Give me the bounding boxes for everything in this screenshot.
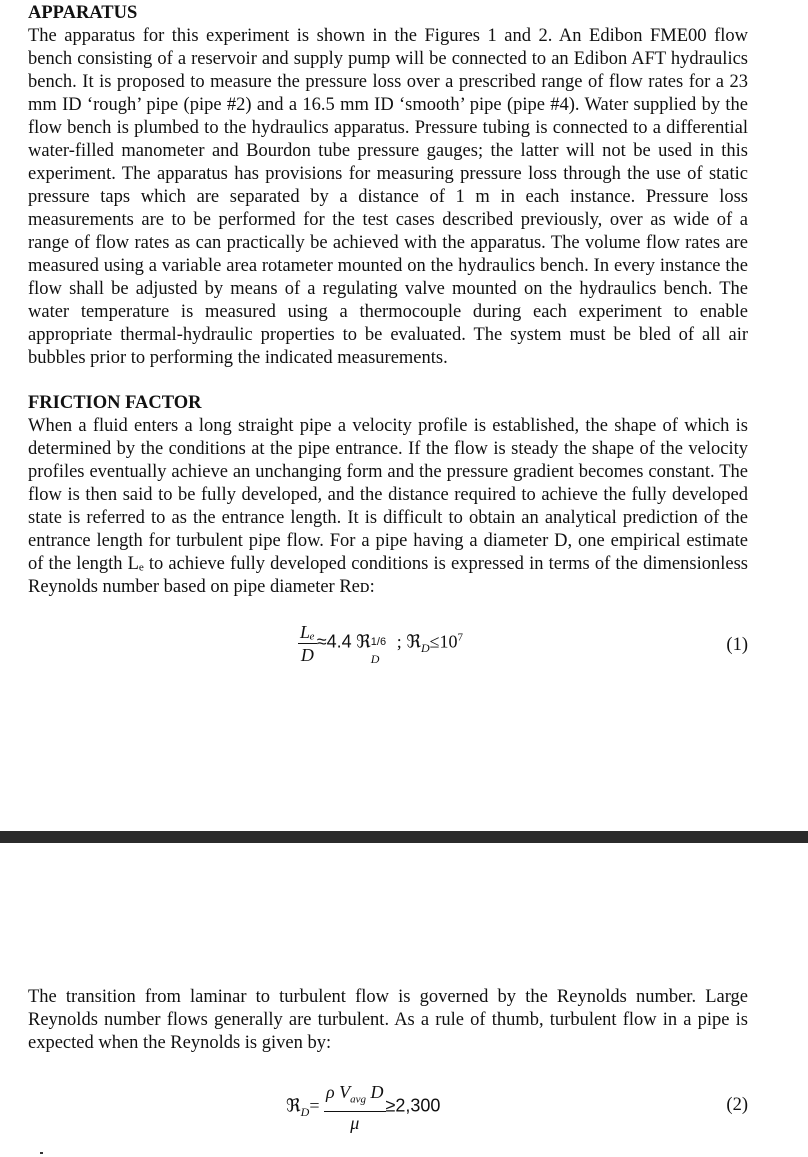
eq2-numerator-subscript: avg — [350, 1093, 367, 1106]
equation-1 — [28, 621, 748, 681]
eq2-reynolds-symbol: ℜ — [286, 1095, 301, 1116]
equation-2 — [28, 1081, 748, 1141]
eq1-numerator: Lₑ — [300, 622, 315, 642]
page-mark — [40, 1152, 43, 1154]
eq1-exponent-2: 7 — [457, 631, 464, 644]
transition-paragraph: The transition from laminar to turbulent flow is governed by the Reynolds number. Large Reynolds number flows generally are turbulent. As a rule of thumb, turbulent flow in a pipe is expected when the Reynolds is given by: — [28, 987, 748, 1053]
eq1-separator: ; — [396, 631, 402, 652]
eq1-reynolds-symbol: ℜ — [356, 631, 371, 652]
eq1-subscript-2: D — [420, 641, 430, 656]
apparatus-heading: APPARATUS — [28, 3, 138, 23]
eq1-exponent: 1/6 — [370, 635, 387, 648]
friction-factor-paragraph: When a fluid enters a long straight pipe a velocity profile is established, the shape of which is determined by the conditions at the pipe entrance. If the flow is steady the shape of the velocity profiles eventually achieve an unchanging form and the pressure gradient becomes constant. The flow is then said to be fully developed, and the distance required to achieve the fully developed state is referred to as the entrance length. It is difficult to obtain an analytical prediction of the entrance length for turbulent pipe flow. For a pipe having a diameter D, one empirical estimate of the length Lₑ to achieve fully developed conditions is expressed in terms of the dimensionless Reynolds number based on pipe diameter Reᴅ: — [28, 416, 748, 597]
eq1-rhs-prefix: ≈4.4 — [316, 631, 352, 652]
page-divider — [0, 831, 808, 843]
eq1-subscript: D — [370, 651, 380, 666]
eq2-numerator-tail: D — [366, 1082, 384, 1102]
equation-1-number: (1) — [726, 635, 748, 655]
eq1-reynolds-symbol-2: ℜ — [406, 631, 421, 652]
eq2-numerator: ρ V — [325, 1082, 351, 1102]
document-page-top — [28, 2, 748, 681]
equation-2-number: (2) — [726, 1095, 748, 1115]
document-page-bottom — [28, 986, 748, 1141]
eq1-denominator: D — [300, 645, 314, 665]
eq2-equals: = — [309, 1095, 320, 1116]
eq2-rhs: ≥2,300 — [385, 1095, 441, 1116]
eq2-denominator: μ — [350, 1112, 360, 1133]
eq1-condition: ≤10 — [429, 631, 458, 652]
eq2-subscript: D — [300, 1105, 310, 1120]
apparatus-paragraph: The apparatus for this experiment is shown in the Figures 1 and 2. An Edibon FME00 flow bench consisting of a reservoir and supply pump will be connected to an Edibon AFT hydraulics bench. It is proposed to measure the pressure loss over a prescribed range of flow rates for a 23 mm ID ‘rough’ pipe (pipe #2) and a 16.5 mm ID ‘smooth’ pipe (pipe #4). Water supplied by the flow bench is plumbed to the hydraulics apparatus. Pressure tubing is connected to a differential water-filled manometer and Bourdon tube pressure gauges; the latter will not be used in this experiment. The apparatus has provisions for measuring pressure loss through the use of static pressure taps which are separated by a distance of 1 m in each instance. Pressure loss measurements are to be performed for the test cases described previously, over as wide of a range of flow rates as can practically be achieved with the apparatus. The volume flow rates are measured using a variable area rotameter mounted on the hydraulics bench. In every instance the flow shall be adjusted by means of a regulating valve mounted on the hydraulics bench. The water temperature is measured using a thermocouple during each experiment to enable appropriate thermal-hydraulic properties to be evaluated. The system must be bled of all air bubbles prior to performing the indicated measurements. — [28, 26, 748, 368]
friction-factor-heading: FRICTION FACTOR — [28, 393, 202, 413]
